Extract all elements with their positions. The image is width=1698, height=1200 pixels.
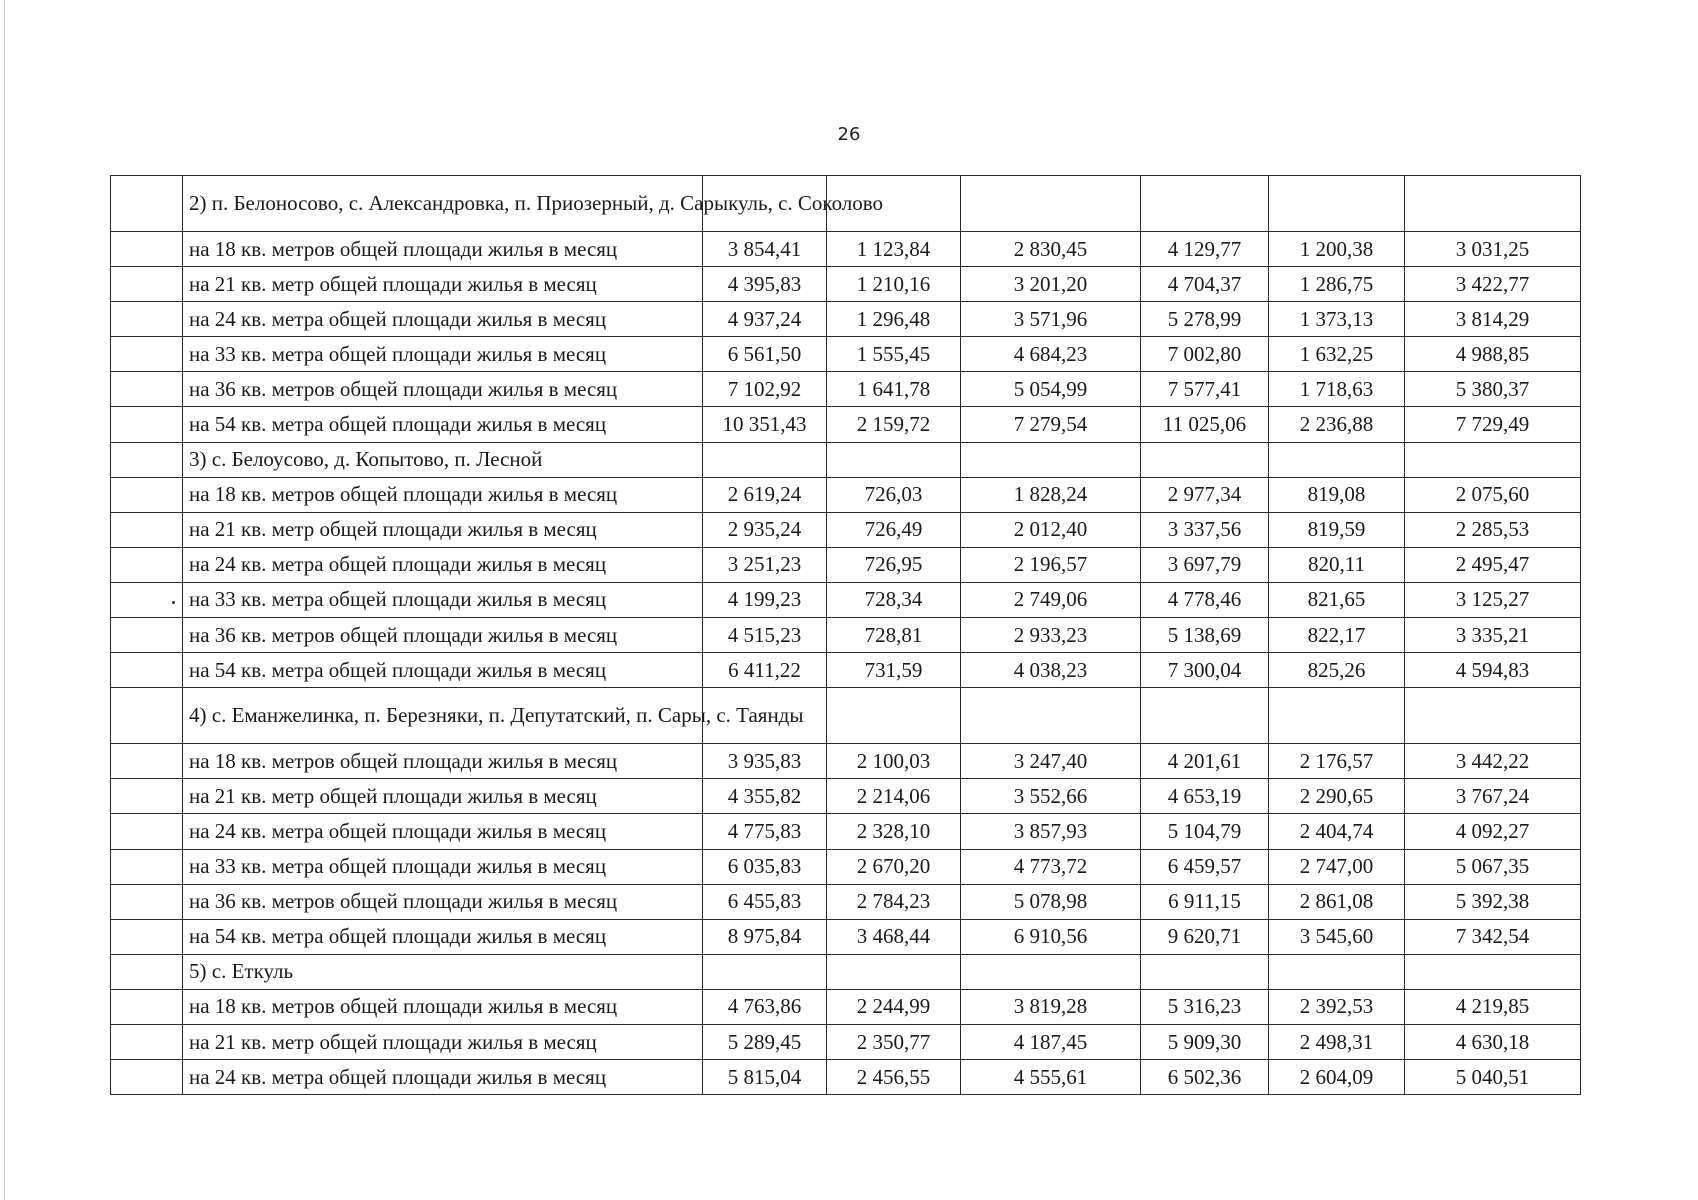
value-cell: 4 763,86 [703,989,827,1024]
value-cell: 4 773,72 [961,849,1141,884]
area-label: на 24 кв. метра общей площади жилья в месяц [183,302,703,337]
row-number-cell [111,442,183,477]
section-title: 2) п. Белоносово, с. Александровка, п. Приозерный, д. Сарыкуль, с. Соколово [183,176,703,232]
value-cell: 4 630,18 [1405,1024,1581,1059]
value-cell: 728,81 [827,618,961,653]
value-cell: 7 729,49 [1405,407,1581,442]
value-cell: 2 830,45 [961,232,1141,267]
value-cell: 7 002,80 [1141,337,1269,372]
value-cell: 2 404,74 [1269,814,1405,849]
value-cell: 7 279,54 [961,407,1141,442]
value-cell: 4 555,61 [961,1060,1141,1095]
value-cell: 3 857,93 [961,814,1141,849]
table-row [111,849,1581,884]
value-cell: 5 278,99 [1141,302,1269,337]
row-number-cell [111,653,183,688]
value-cell: 2 784,23 [827,884,961,919]
empty-value-cell [1405,688,1581,744]
value-cell: 5 392,38 [1405,884,1581,919]
value-cell: 4 937,24 [703,302,827,337]
table-row [111,302,1581,337]
table-row [111,779,1581,814]
value-cell: 5 909,30 [1141,1024,1269,1059]
value-cell: 2 604,09 [1269,1060,1405,1095]
empty-value-cell [1269,442,1405,477]
value-cell: 3 335,21 [1405,618,1581,653]
value-cell: 4 684,23 [961,337,1141,372]
area-label: на 24 кв. метра общей площади жилья в месяц [183,547,703,582]
value-cell: 7 102,92 [703,372,827,407]
value-cell: 2 196,57 [961,547,1141,582]
scan-edge-line [4,0,5,1200]
value-cell: 2 100,03 [827,744,961,779]
value-cell: 2 495,47 [1405,547,1581,582]
area-label: на 33 кв. метра общей площади жилья в месяц [183,337,703,372]
table-row [111,512,1581,547]
row-number-cell [111,547,183,582]
value-cell: 1 296,48 [827,302,961,337]
area-label: на 24 кв. метра общей площади жилья в месяц [183,1060,703,1095]
value-cell: 2 670,20 [827,849,961,884]
value-cell: 4 201,61 [1141,744,1269,779]
value-cell: 2 392,53 [1269,989,1405,1024]
table-row [111,337,1581,372]
value-cell: 5 289,45 [703,1024,827,1059]
row-number-cell [111,337,183,372]
empty-value-cell [1405,176,1581,232]
value-cell: 3 545,60 [1269,919,1405,954]
value-cell: 4 653,19 [1141,779,1269,814]
row-number-cell [111,232,183,267]
value-cell: 822,17 [1269,618,1405,653]
empty-value-cell [1141,954,1269,989]
table-row [111,372,1581,407]
value-cell: 1 718,63 [1269,372,1405,407]
value-cell: 3 125,27 [1405,582,1581,617]
value-cell: 9 620,71 [1141,919,1269,954]
table-row [111,582,1581,617]
value-cell: 2 498,31 [1269,1024,1405,1059]
value-cell: 1 555,45 [827,337,961,372]
table-row [111,407,1581,442]
value-cell: 4 219,85 [1405,989,1581,1024]
empty-value-cell [961,954,1141,989]
empty-value-cell [703,442,827,477]
value-cell: 4 129,77 [1141,232,1269,267]
value-cell: 4 092,27 [1405,814,1581,849]
value-cell: 6 911,15 [1141,884,1269,919]
value-cell: 2 159,72 [827,407,961,442]
row-number-cell [111,814,183,849]
value-cell: 726,95 [827,547,961,582]
value-cell: 4 395,83 [703,267,827,302]
value-cell: 3 422,77 [1405,267,1581,302]
table-row [111,884,1581,919]
value-cell: 4 778,46 [1141,582,1269,617]
empty-value-cell [1141,442,1269,477]
page-number: 26 [837,124,861,145]
value-cell: 8 975,84 [703,919,827,954]
value-cell: 1 286,75 [1269,267,1405,302]
value-cell: 726,03 [827,477,961,512]
section-header-row [111,176,1581,232]
value-cell: 5 040,51 [1405,1060,1581,1095]
empty-value-cell [1269,688,1405,744]
value-cell: 2 176,57 [1269,744,1405,779]
area-label: на 54 кв. метра общей площади жилья в месяц [183,407,703,442]
value-cell: 4 515,23 [703,618,827,653]
value-cell: 6 459,57 [1141,849,1269,884]
value-cell: 5 380,37 [1405,372,1581,407]
row-number-cell [111,688,183,744]
area-label: на 21 кв. метр общей площади жилья в месяц [183,512,703,547]
empty-value-cell [1269,954,1405,989]
value-cell: 731,59 [827,653,961,688]
value-cell: 2 214,06 [827,779,961,814]
table-row [111,232,1581,267]
value-cell: 726,49 [827,512,961,547]
value-cell: 2 933,23 [961,618,1141,653]
value-cell: 4 038,23 [961,653,1141,688]
value-cell: 3 814,29 [1405,302,1581,337]
value-cell: 819,08 [1269,477,1405,512]
row-number-cell [111,267,183,302]
value-cell: 2 749,06 [961,582,1141,617]
empty-value-cell [827,688,961,744]
table-row [111,618,1581,653]
row-number-cell [111,582,183,617]
tariff-table-body [111,176,1581,1095]
value-cell: 3 552,66 [961,779,1141,814]
row-number-cell [111,1024,183,1059]
area-label: на 18 кв. метров общей площади жилья в месяц [183,232,703,267]
row-number-cell [111,477,183,512]
value-cell: 7 342,54 [1405,919,1581,954]
value-cell: 2 747,00 [1269,849,1405,884]
value-cell: 2 861,08 [1269,884,1405,919]
value-cell: 7 300,04 [1141,653,1269,688]
value-cell: 5 104,79 [1141,814,1269,849]
empty-value-cell [827,442,961,477]
row-number-cell [111,512,183,547]
area-label: на 36 кв. метров общей площади жилья в месяц [183,618,703,653]
value-cell: 3 247,40 [961,744,1141,779]
value-cell: 3 468,44 [827,919,961,954]
table-row [111,919,1581,954]
area-label: на 18 кв. метров общей площади жилья в месяц [183,989,703,1024]
table-row [111,267,1581,302]
stray-dot [172,601,175,604]
section-header-row [111,688,1581,744]
value-cell: 5 138,69 [1141,618,1269,653]
value-cell: 10 351,43 [703,407,827,442]
value-cell: 821,65 [1269,582,1405,617]
value-cell: 6 561,50 [703,337,827,372]
row-number-cell [111,849,183,884]
value-cell: 2 977,34 [1141,477,1269,512]
value-cell: 1 200,38 [1269,232,1405,267]
value-cell: 1 828,24 [961,477,1141,512]
value-cell: 7 577,41 [1141,372,1269,407]
value-cell: 5 316,23 [1141,989,1269,1024]
table-row [111,653,1581,688]
value-cell: 2 350,77 [827,1024,961,1059]
area-label: на 36 кв. метров общей площади жилья в месяц [183,372,703,407]
value-cell: 825,26 [1269,653,1405,688]
value-cell: 4 704,37 [1141,267,1269,302]
row-number-cell [111,744,183,779]
value-cell: 3 767,24 [1405,779,1581,814]
empty-value-cell [827,954,961,989]
row-number-cell [111,919,183,954]
value-cell: 4 775,83 [703,814,827,849]
value-cell: 2 285,53 [1405,512,1581,547]
section-title: 3) с. Белоусово, д. Копытово, п. Лесной [183,442,703,477]
value-cell: 5 054,99 [961,372,1141,407]
value-cell: 5 078,98 [961,884,1141,919]
value-cell: 1 123,84 [827,232,961,267]
value-cell: 2 328,10 [827,814,961,849]
value-cell: 2 935,24 [703,512,827,547]
row-number-cell [111,372,183,407]
value-cell: 4 594,83 [1405,653,1581,688]
empty-value-cell [1141,688,1269,744]
value-cell: 4 187,45 [961,1024,1141,1059]
value-cell: 2 244,99 [827,989,961,1024]
row-number-cell [111,1060,183,1095]
value-cell: 3 251,23 [703,547,827,582]
empty-value-cell [703,954,827,989]
value-cell: 819,59 [1269,512,1405,547]
value-cell: 1 632,25 [1269,337,1405,372]
row-number-cell [111,954,183,989]
empty-value-cell [1269,176,1405,232]
area-label: на 21 кв. метр общей площади жилья в месяц [183,267,703,302]
empty-value-cell [1405,442,1581,477]
row-number-cell [111,618,183,653]
row-number-cell [111,176,183,232]
table-row [111,814,1581,849]
empty-value-cell [961,176,1141,232]
area-label: на 33 кв. метра общей площади жилья в месяц [183,849,703,884]
table-row [111,744,1581,779]
section-header-row [111,954,1581,989]
empty-value-cell [961,688,1141,744]
area-label: на 54 кв. метра общей площади жилья в месяц [183,653,703,688]
value-cell: 4 355,82 [703,779,827,814]
area-label: на 21 кв. метр общей площади жилья в месяц [183,779,703,814]
table-row [111,1024,1581,1059]
value-cell: 2 456,55 [827,1060,961,1095]
row-number-cell [111,989,183,1024]
value-cell: 3 442,22 [1405,744,1581,779]
table-row [111,1060,1581,1095]
area-label: на 18 кв. метров общей площади жилья в месяц [183,477,703,512]
value-cell: 6 035,83 [703,849,827,884]
value-cell: 3 935,83 [703,744,827,779]
value-cell: 3 571,96 [961,302,1141,337]
value-cell: 3 201,20 [961,267,1141,302]
value-cell: 1 641,78 [827,372,961,407]
empty-value-cell [1405,954,1581,989]
value-cell: 2 012,40 [961,512,1141,547]
row-number-cell [111,302,183,337]
area-label: на 33 кв. метра общей площади жилья в месяц [183,582,703,617]
value-cell: 11 025,06 [1141,407,1269,442]
area-label: на 21 кв. метр общей площади жилья в месяц [183,1024,703,1059]
value-cell: 6 411,22 [703,653,827,688]
value-cell: 728,34 [827,582,961,617]
area-label: на 24 кв. метра общей площади жилья в месяц [183,814,703,849]
value-cell: 1 373,13 [1269,302,1405,337]
value-cell: 5 067,35 [1405,849,1581,884]
value-cell: 3 697,79 [1141,547,1269,582]
row-number-cell [111,779,183,814]
empty-value-cell [961,442,1141,477]
table-row [111,989,1581,1024]
row-number-cell [111,884,183,919]
value-cell: 6 502,36 [1141,1060,1269,1095]
value-cell: 1 210,16 [827,267,961,302]
value-cell: 3 854,41 [703,232,827,267]
value-cell: 4 199,23 [703,582,827,617]
value-cell: 6 910,56 [961,919,1141,954]
area-label: на 36 кв. метров общей площади жилья в месяц [183,884,703,919]
value-cell: 820,11 [1269,547,1405,582]
value-cell: 3 819,28 [961,989,1141,1024]
table-row [111,477,1581,512]
value-cell: 2 236,88 [1269,407,1405,442]
section-header-row [111,442,1581,477]
section-title: 5) с. Еткуль [183,954,703,989]
value-cell: 5 815,04 [703,1060,827,1095]
area-label: на 54 кв. метра общей площади жилья в месяц [183,919,703,954]
row-number-cell [111,407,183,442]
table-row [111,547,1581,582]
value-cell: 2 290,65 [1269,779,1405,814]
section-title: 4) с. Еманжелинка, п. Березняки, п. Депутатский, п. Сары, с. Таянды [183,688,703,744]
value-cell: 2 075,60 [1405,477,1581,512]
value-cell: 6 455,83 [703,884,827,919]
value-cell: 3 031,25 [1405,232,1581,267]
value-cell: 2 619,24 [703,477,827,512]
area-label: на 18 кв. метров общей площади жилья в месяц [183,744,703,779]
empty-value-cell [1141,176,1269,232]
value-cell: 3 337,56 [1141,512,1269,547]
tariff-table [110,175,1581,1095]
value-cell: 4 988,85 [1405,337,1581,372]
